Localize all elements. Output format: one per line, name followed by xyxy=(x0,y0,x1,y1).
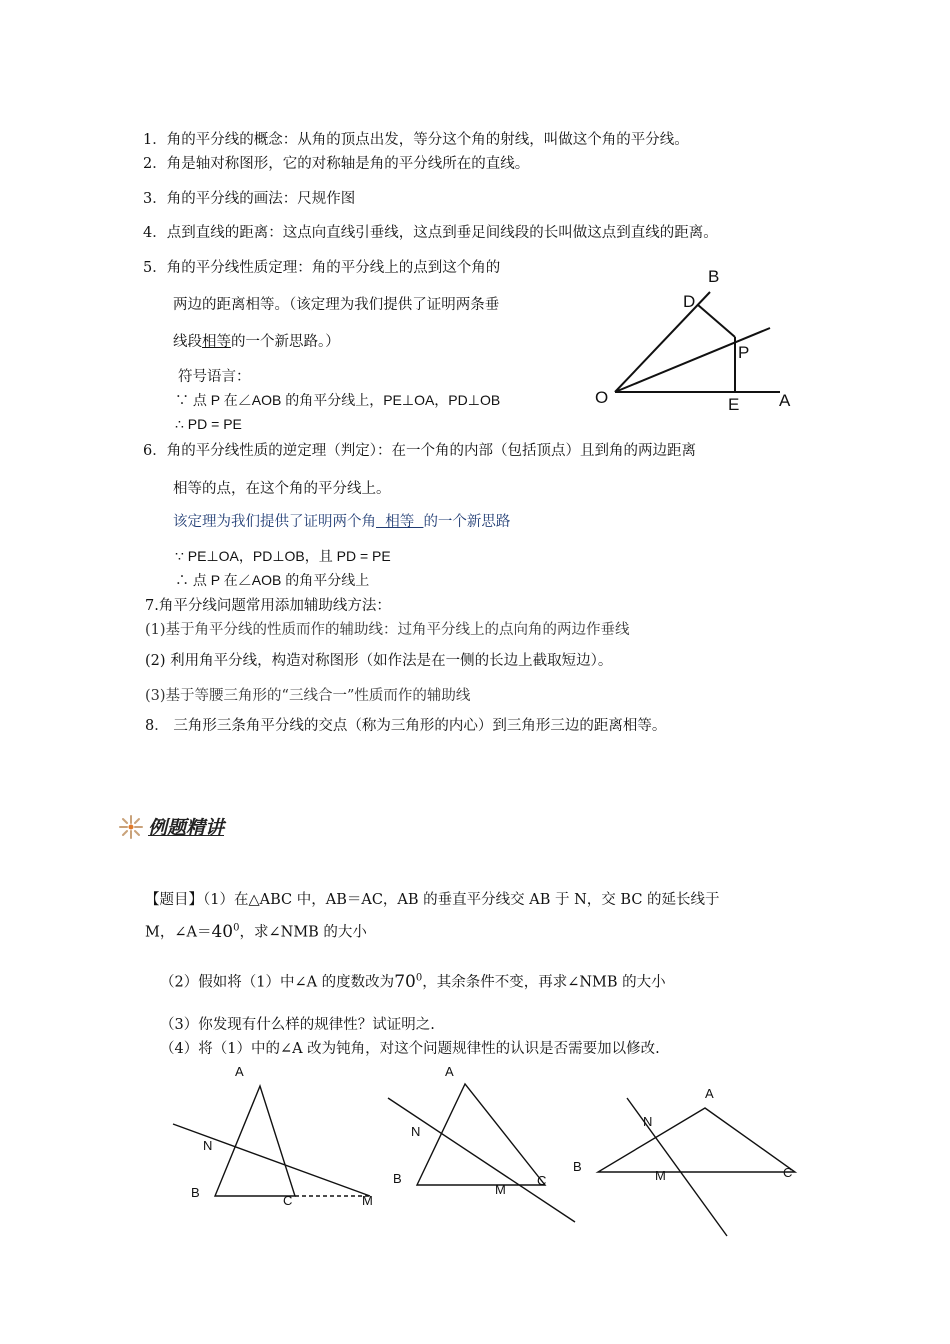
symbol-line-3: ∵ PE⊥OA，PD⊥OB，且 PD = PE xyxy=(175,548,391,564)
symbol-line-4: ∴ 点 P 在∠AOB 的角平分线上 xyxy=(175,572,370,588)
symbol-language-label: 符号语言： xyxy=(178,369,251,385)
item-5-line-3 xyxy=(173,332,340,352)
item-5-underlined: 相等 xyxy=(202,334,231,350)
section-header xyxy=(118,813,224,840)
item-2: 2．角是轴对称图形，它的对称轴是角的平分线所在的直线。 xyxy=(143,156,530,172)
symbol-line-1: ∵ 点 P 在∠AOB 的角平分线上，PE⊥OA，PD⊥OB xyxy=(175,392,501,408)
fig3-label-B: B xyxy=(573,1159,582,1174)
item-5-text-end: 的一个新思路。） xyxy=(231,334,340,350)
fig3-label-M: M xyxy=(655,1168,666,1183)
label-B: B xyxy=(708,267,720,286)
fig3-label-N: N xyxy=(643,1114,653,1129)
segment-pd xyxy=(698,305,735,337)
item-5-line-2: 两边的距离相等。（该定理为我们提供了证明两条垂 xyxy=(173,297,500,313)
item-6-line-3 xyxy=(173,512,510,532)
sparkle-icon xyxy=(118,814,144,840)
item-6-line-1: 6．角的平分线性质的逆定理（判定）：在一个角的内部（包括顶点）且到角的两边距离 xyxy=(143,443,696,459)
label-A: A xyxy=(779,391,791,410)
problem-part-1-line-2 xyxy=(145,918,367,943)
item-5-line-1: 5．角的平分线性质定理：角的平分线上的点到这个角的 xyxy=(143,260,501,276)
fig1-label-C: C xyxy=(283,1193,293,1208)
fig2-label-M: M xyxy=(495,1182,506,1197)
problem-text: （2）假如将（1）中∠A 的度数改为 xyxy=(160,974,395,991)
item-3: 3．角的平分线的画法：尺规作图 xyxy=(143,191,356,207)
fig2-label-C: C xyxy=(537,1173,547,1188)
problem-text-end: ，求∠NMB 的大小 xyxy=(239,924,367,941)
problem-text: M，∠A＝ xyxy=(145,924,212,941)
item-6-underlined: 相等 xyxy=(376,514,424,530)
label-O: O xyxy=(595,388,609,407)
problem-part-3: （3）你发现有什么样的规律性？试证明之. xyxy=(160,1017,435,1033)
item-1: 1．角的平分线的概念：从角的顶点出发，等分这个角的射线，叫做这个角的平分线。 xyxy=(143,132,689,148)
item-7-method-2: (2) 利用角平分线，构造对称图形（如作法是在一侧的长边上截取短边）。 xyxy=(145,653,613,669)
item-6-text-end: 的一个新思路 xyxy=(423,514,511,530)
item-6-line-2: 相等的点，在这个角的平分线上。 xyxy=(173,481,391,497)
section-title: 例题精讲 xyxy=(148,817,225,839)
triangle-figure-2 xyxy=(388,1084,575,1222)
item-5-text: 线段 xyxy=(173,334,202,350)
item-7-method-1: (1)基于角平分线的性质而作的辅助线：过角平分线上的点向角的两边作垂线 xyxy=(145,622,630,638)
fig1-label-M: M xyxy=(362,1193,373,1208)
fig3-label-C: C xyxy=(783,1165,793,1180)
label-E: E xyxy=(728,395,740,414)
item-6-text: 该定理为我们提供了证明两个角 xyxy=(173,514,376,530)
angle-bisector-figure xyxy=(585,262,805,417)
item-7-method-3: (3)基于等腰三角形的“三线合一”性质而作的辅助线 xyxy=(145,688,471,704)
angle-value-40: $40^0$ xyxy=(211,921,240,942)
fig2-label-B: B xyxy=(393,1171,402,1186)
fig1-label-B: B xyxy=(191,1185,200,1200)
item-7: 7.角平分线问题常用添加辅助线方法： xyxy=(145,598,391,614)
angle-value-70: $70^0$ xyxy=(394,971,423,992)
fig3-label-A: A xyxy=(705,1086,714,1101)
problem-part-1-line-1: 【题目】（1）在△ABC 中，AB＝AC，AB 的垂直平分线交 AB 于 N，交 BC 的延长线于 xyxy=(145,892,720,908)
ray-ob xyxy=(615,292,710,392)
item-4: 4．点到直线的距离：这点向直线引垂线，这点到垂足间线段的长叫做这点到直线的距离。 xyxy=(143,225,718,241)
label-D: D xyxy=(683,292,696,311)
fig2-label-N: N xyxy=(411,1124,421,1139)
triangle-figures xyxy=(165,1060,815,1245)
fig1-label-A: A xyxy=(235,1064,244,1079)
problem-part-2 xyxy=(160,968,666,993)
fig1-label-N: N xyxy=(203,1138,213,1153)
problem-text-end: ，其余条件不变，再求∠NMB 的大小 xyxy=(422,974,666,991)
item-8: 8． 三角形三条角平分线的交点（称为三角形的内心）到三角形三边的距离相等。 xyxy=(145,718,667,734)
problem-part-4: （4）将（1）中的∠A 改为钝角，对这个问题规律性的认识是否需要加以修改. xyxy=(160,1041,660,1057)
label-P: P xyxy=(738,343,750,362)
symbol-line-2: ∴ PD = PE xyxy=(175,416,242,432)
triangle-figure-3 xyxy=(598,1098,795,1236)
fig2-label-A: A xyxy=(445,1064,454,1079)
